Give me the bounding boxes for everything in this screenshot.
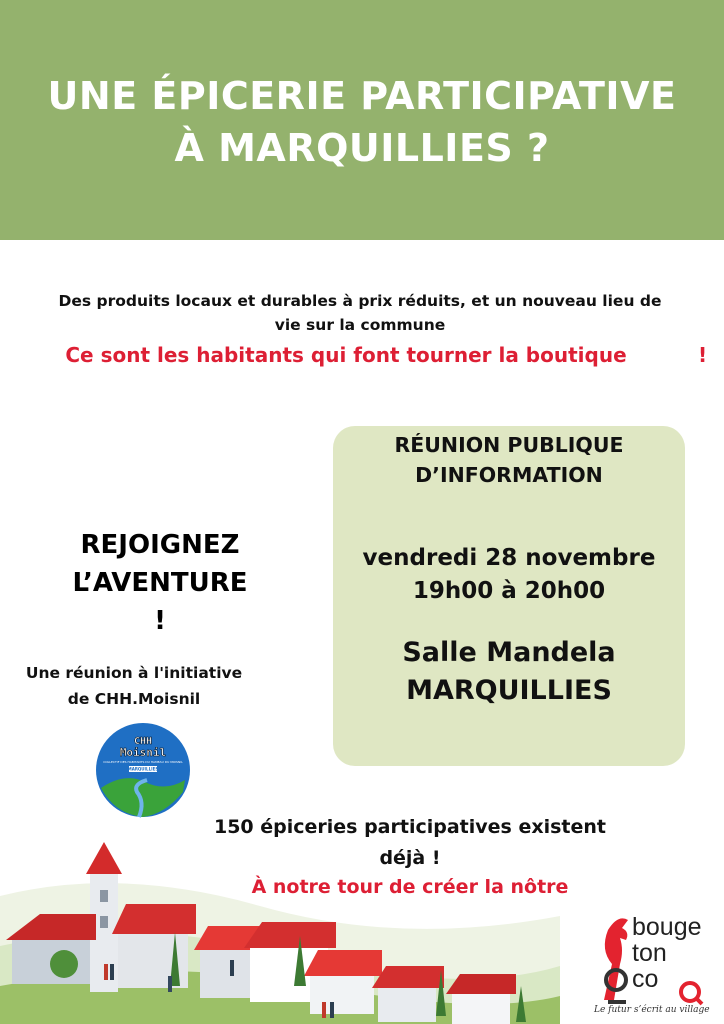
meeting-town: MARQUILLIES bbox=[406, 675, 612, 706]
meeting-venue: Salle Mandela bbox=[402, 637, 616, 668]
intro-text bbox=[10, 289, 710, 337]
tagline-exclamation: ! bbox=[698, 343, 708, 367]
intro-line-1: Des produits locaux et durables à prix réduits, et un nouveau lieu de bbox=[58, 292, 662, 310]
brand-wordmark bbox=[632, 914, 702, 992]
initiative-line-2: de CHH.Moisnil bbox=[67, 690, 201, 708]
chh-logo-line1: CHH bbox=[133, 736, 153, 747]
title-line-1: UNE ÉPICERIE PARTICIPATIVE bbox=[47, 74, 677, 118]
stats-line-2: déjà ! bbox=[379, 847, 441, 869]
meeting-heading-line-2: D’INFORMATION bbox=[415, 463, 603, 487]
chh-logo-line2: Moisnil bbox=[119, 746, 167, 759]
initiative-text bbox=[0, 660, 268, 712]
meeting-location bbox=[333, 634, 685, 710]
chh-logo-place: MARQUILLIES bbox=[127, 766, 159, 772]
meeting-datetime bbox=[333, 542, 685, 608]
meeting-info-box bbox=[333, 426, 685, 766]
title-line-2: À MARQUILLIES ? bbox=[174, 126, 550, 170]
stats-line-1: 150 épiceries participatives existent bbox=[213, 816, 607, 838]
meeting-heading-line-1: RÉUNION PUBLIQUE bbox=[394, 433, 624, 457]
brand-line-1: bouge bbox=[632, 913, 702, 941]
brand-line-3: co bbox=[632, 965, 659, 993]
page-title bbox=[0, 70, 724, 174]
chh-moisnil-logo bbox=[95, 722, 191, 818]
tagline-text: Ce sont les habitants qui font tourner la boutique bbox=[65, 343, 627, 367]
meeting-time: 19h00 à 20h00 bbox=[412, 578, 606, 604]
brand-slogan: Le futur s’écrit au village bbox=[594, 1005, 710, 1015]
meeting-heading bbox=[333, 430, 685, 490]
join-line-2: L’AVENTURE bbox=[72, 568, 248, 598]
chh-logo-subtitle: COLLECTIF DES HABITANTS DU HAMEAU DU MOISNIL bbox=[103, 760, 183, 764]
initiative-line-1: Une réunion à l'initiative bbox=[25, 664, 243, 682]
stats-text bbox=[200, 812, 620, 874]
header-banner bbox=[0, 0, 724, 240]
join-line-3: ! bbox=[154, 606, 166, 636]
intro-line-2: vie sur la commune bbox=[274, 316, 446, 334]
meeting-date: vendredi 28 novembre bbox=[362, 545, 656, 571]
join-heading bbox=[20, 526, 300, 640]
join-line-1: REJOIGNEZ bbox=[80, 530, 240, 560]
brand-line-2: ton bbox=[632, 939, 667, 967]
call-to-action: À notre tour de créer la nôtre bbox=[251, 876, 569, 898]
